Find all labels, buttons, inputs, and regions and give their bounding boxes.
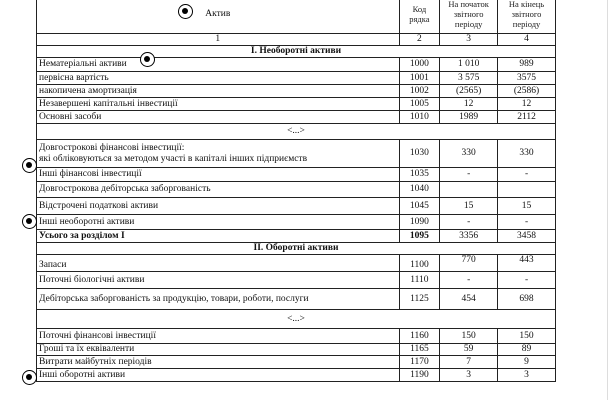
- row-end-value: -: [498, 215, 556, 230]
- row-end-value: -: [498, 272, 556, 289]
- row-label: Інші необоротні активи: [37, 215, 400, 230]
- col-number: 3: [440, 34, 498, 46]
- table-row: [37, 215, 556, 230]
- row-start-value: 770: [440, 255, 498, 272]
- table-row: [37, 140, 556, 168]
- table-row: [37, 98, 556, 111]
- table-row: [37, 111, 556, 124]
- gap-label: <...>: [37, 124, 556, 140]
- row-end-value: 698: [498, 289, 556, 310]
- page-edge-divider: [607, 0, 608, 400]
- col-number: 2: [399, 34, 440, 46]
- row-start-value: 1989: [440, 111, 498, 124]
- row-label-line2: які обліковуються за методом участі в капіталі інших підприємств: [39, 153, 308, 164]
- row-label: Незавершені капітальні інвестиції: [37, 98, 400, 111]
- row-end-value: 330: [498, 140, 556, 168]
- table-row: [37, 168, 556, 182]
- row-end-value: 3: [498, 369, 556, 382]
- gap-row: [37, 310, 556, 329]
- row-code: 1165: [399, 344, 440, 356]
- row-code: 1160: [399, 329, 440, 344]
- header-start: На початок звітного періоду: [440, 0, 498, 34]
- table-row: [37, 182, 556, 198]
- row-end-value: (2586): [498, 85, 556, 98]
- row-code: 1090: [399, 215, 440, 230]
- header-asset: Актив: [37, 0, 400, 34]
- balance-table: [36, 0, 556, 382]
- section1-title: I. Необоротні активи: [37, 46, 556, 58]
- row-end-value: [498, 182, 556, 198]
- radio-marker-icon[interactable]: [178, 4, 193, 19]
- col-number: 1: [37, 34, 400, 46]
- rows-part4: [37, 329, 556, 382]
- table-row: [37, 344, 556, 356]
- total-code: 1095: [399, 230, 440, 243]
- row-code: 1000: [399, 58, 440, 72]
- row-start-value: 3 575: [440, 72, 498, 85]
- total-label: Усього за розділом I: [37, 230, 400, 243]
- row-start-value: 3: [440, 369, 498, 382]
- section-row: [37, 46, 556, 58]
- row-label: накопичена амортизація: [37, 85, 400, 98]
- row-label: первісна вартість: [37, 72, 400, 85]
- row-code: 1125: [399, 289, 440, 310]
- section2-title: II. Оборотні активи: [37, 243, 556, 255]
- row-code: 1110: [399, 272, 440, 289]
- row-end-value: 89: [498, 344, 556, 356]
- column-number-row: [37, 34, 556, 46]
- header-code: Код рядка: [399, 0, 440, 34]
- row-label: Інші оборотні активи: [37, 369, 400, 382]
- table-row: [37, 85, 556, 98]
- table-row: [37, 198, 556, 215]
- row-end-value: 150: [498, 329, 556, 344]
- row-code: 1170: [399, 356, 440, 369]
- row-start-value: 12: [440, 98, 498, 111]
- row-start-value: [440, 182, 498, 198]
- row-end-value: -: [498, 168, 556, 182]
- table-row: [37, 329, 556, 344]
- table-header-row: [37, 0, 556, 34]
- row-code: 1045: [399, 198, 440, 215]
- row-start-value: 1 010: [440, 58, 498, 72]
- row-label: [37, 140, 400, 168]
- row-code: 1100: [399, 255, 440, 272]
- section-row: [37, 243, 556, 255]
- row-start-value: 15: [440, 198, 498, 215]
- row-label: Дебіторська заборгованість за продукцію, товари, роботи, послуги: [37, 289, 400, 310]
- row-start-value: -: [440, 168, 498, 182]
- row-label: Нематеріальні активи: [37, 58, 400, 72]
- row-start-value: -: [440, 215, 498, 230]
- row-end-value: 12: [498, 98, 556, 111]
- row-start-value: 59: [440, 344, 498, 356]
- row-label: Поточні фінансові інвестиції: [37, 329, 400, 344]
- radio-marker-icon[interactable]: [22, 214, 37, 229]
- table-row: [37, 255, 556, 272]
- row-start-value: (2565): [440, 85, 498, 98]
- rows-part3: [37, 272, 556, 310]
- row-start-value: 150: [440, 329, 498, 344]
- row-label: Поточні біологічні активи: [37, 272, 400, 289]
- row-start-value: -: [440, 272, 498, 289]
- row-label: Витрати майбутніх періодів: [37, 356, 400, 369]
- row-code: 1005: [399, 98, 440, 111]
- table-row: [37, 58, 556, 72]
- row-end-value: 3575: [498, 72, 556, 85]
- row-code: 1030: [399, 140, 440, 168]
- row-label: Інші фінансові інвестиції: [37, 168, 400, 182]
- header-end: На кінець звітного періоду: [498, 0, 556, 34]
- row-code: 1190: [399, 369, 440, 382]
- row-start-value: 454: [440, 289, 498, 310]
- row-code: 1010: [399, 111, 440, 124]
- row-end-value: 2112: [498, 111, 556, 124]
- row-start-value: 330: [440, 140, 498, 168]
- total-start: 3356: [440, 230, 498, 243]
- row-code: 1002: [399, 85, 440, 98]
- table-row: [37, 72, 556, 85]
- row-end-value: 443: [498, 255, 556, 272]
- row-label: Відстрочені податкові активи: [37, 198, 400, 215]
- total-row: [37, 230, 556, 243]
- row-label: Основні засоби: [37, 111, 400, 124]
- row-code: 1001: [399, 72, 440, 85]
- radio-marker-icon[interactable]: [140, 52, 155, 67]
- radio-marker-icon[interactable]: [22, 370, 37, 385]
- row-label: Довгострокова дебіторська заборгованість: [37, 182, 400, 198]
- gap-label: <...>: [37, 310, 556, 329]
- row-end-value: 15: [498, 198, 556, 215]
- table-row: [37, 289, 556, 310]
- row-start-value: 7: [440, 356, 498, 369]
- table-row: [37, 369, 556, 382]
- row-end-value: 989: [498, 58, 556, 72]
- row-code: 1035: [399, 168, 440, 182]
- table-row: [37, 272, 556, 289]
- radio-marker-icon[interactable]: [22, 158, 37, 173]
- total-end: 3458: [498, 230, 556, 243]
- rows-part2: [37, 168, 556, 230]
- table-row: [37, 356, 556, 369]
- gap-row: [37, 124, 556, 140]
- row-label-line1: Довгострокові фінансові інвестиції:: [39, 142, 185, 153]
- row-label: Гроші та їх еквіваленти: [37, 344, 400, 356]
- rows-part1: [37, 58, 556, 124]
- row-end-value: 9: [498, 356, 556, 369]
- row-code: 1040: [399, 182, 440, 198]
- col-number: 4: [498, 34, 556, 46]
- row-label: Запаси: [37, 255, 400, 272]
